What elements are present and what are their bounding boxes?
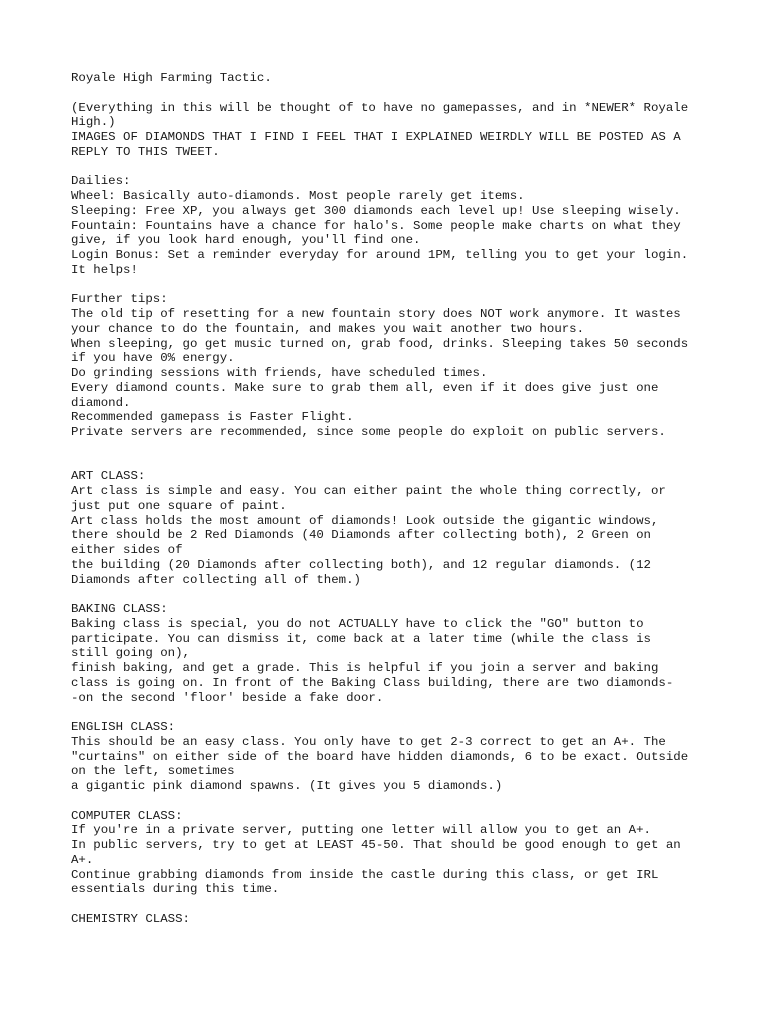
text-line: Continue grabbing diamonds from inside the castle during this class, or get IRL [71, 867, 659, 882]
text-line: class is going on. In front of the Baking Class building, there are two diamonds- [71, 675, 674, 690]
text-line: The old tip of resetting for a new fountain story does NOT work anymore. It wastes [71, 307, 681, 321]
text-line: the building (20 Diamonds after collecting both), and 12 regular diamonds. (12 [71, 557, 651, 572]
text-line: finish baking, and get a grade. This is helpful if you join a server and baking [71, 661, 659, 675]
text-line: Wheel: Basically auto-diamonds. Most people rarely get items. [71, 189, 525, 203]
text-line: High.) [71, 115, 116, 130]
blank-line [71, 587, 711, 602]
text-line: This should be an easy class. You only have to get 2-3 correct to get an A+. The [71, 734, 666, 749]
text-line: there should be 2 Red Diamonds (40 Diamonds after collecting both), 2 Green on [71, 528, 651, 543]
blank-line [71, 455, 711, 470]
text-line: Sleeping: Free XP, you always get 300 diamonds each level up! Use sleeping wisely. [71, 203, 681, 218]
text-line: diamond. [71, 395, 131, 410]
text-line: Art class is simple and easy. You can either paint the whole thing correctly, or [71, 484, 666, 498]
text-line: Baking class is special, you do not ACTUALLY have to click the "GO" button to [71, 616, 644, 631]
text-line: Royale High Farming Tactic. [71, 71, 272, 85]
text-line: just put one square of paint. [71, 498, 287, 513]
text-line: Do grinding sessions with friends, have scheduled times. [71, 366, 488, 380]
text-line: Private servers are recommended, since some people do exploit on public servers. [71, 425, 666, 439]
text-line: if you have 0% energy. [71, 351, 235, 366]
text-line: your chance to do the fountain, and makes you wait another two hours. [71, 321, 585, 336]
text-line: participate. You can dismiss it, come back at a later time (while the class is [71, 631, 651, 646]
document-body [71, 71, 711, 927]
blank-line [71, 794, 711, 809]
text-line: IMAGES OF DIAMONDS THAT I FIND I FEEL THAT I EXPLAINED WEIRDLY WILL BE POSTED AS A [71, 130, 681, 144]
text-line: either sides of [71, 543, 183, 557]
text-line: CHEMISTRY CLASS: [71, 911, 190, 926]
text-line: COMPUTER CLASS: [71, 808, 183, 823]
blank-line [71, 440, 711, 455]
text-line: Fountain: Fountains have a chance for halo's. Some people make charts on what they [71, 218, 681, 233]
blank-line [71, 160, 711, 175]
text-line: In public servers, try to get at LEAST 45-50. That should be good enough to get an [71, 838, 681, 852]
text-line: When sleeping, go get music turned on, grab food, drinks. Sleeping takes 50 seconds [71, 336, 689, 351]
text-line: give, if you look hard enough, you'll find one. [71, 233, 421, 248]
text-line: Diamonds after collecting all of them.) [71, 572, 361, 587]
text-line: -on the second 'floor' beside a fake door. [71, 690, 384, 705]
text-line: If you're in a private server, putting one letter will allow you to get an A+. [71, 823, 651, 838]
text-line: "curtains" on either side of the board have hidden diamonds, 6 to be exact. Outside [71, 749, 689, 764]
blank-line [71, 897, 711, 912]
text-line: BAKING CLASS: [71, 602, 168, 616]
text-line: essentials during this time. [71, 882, 280, 897]
text-line: A+. [71, 852, 94, 867]
text-line: (Everything in this will be thought of to have no gamepasses, and in *NEWER* Royale [71, 100, 689, 115]
text-line: REPLY TO THIS TWEET. [71, 144, 220, 159]
text-line: It helps! [71, 262, 138, 277]
text-line: Art class holds the most amount of diamonds! Look outside the gigantic windows, [71, 513, 659, 528]
text-line: ART CLASS: [71, 469, 146, 484]
blank-line [71, 278, 711, 293]
text-line: Recommended gamepass is Faster Flight. [71, 410, 354, 425]
text-line: Further tips: [71, 292, 168, 307]
text-line: Login Bonus: Set a reminder everyday for around 1PM, telling you to get your login. [71, 248, 689, 262]
text-line: a gigantic pink diamond spawns. (It gives you 5 diamonds.) [71, 779, 503, 793]
text-line: still going on), [71, 646, 190, 661]
text-line: Dailies: [71, 174, 131, 189]
blank-line [71, 705, 711, 720]
blank-line [71, 86, 711, 101]
text-line: on the left, sometimes [71, 764, 235, 779]
text-line: Every diamond counts. Make sure to grab them all, even if it does give just one [71, 380, 659, 395]
text-line: ENGLISH CLASS: [71, 720, 176, 734]
